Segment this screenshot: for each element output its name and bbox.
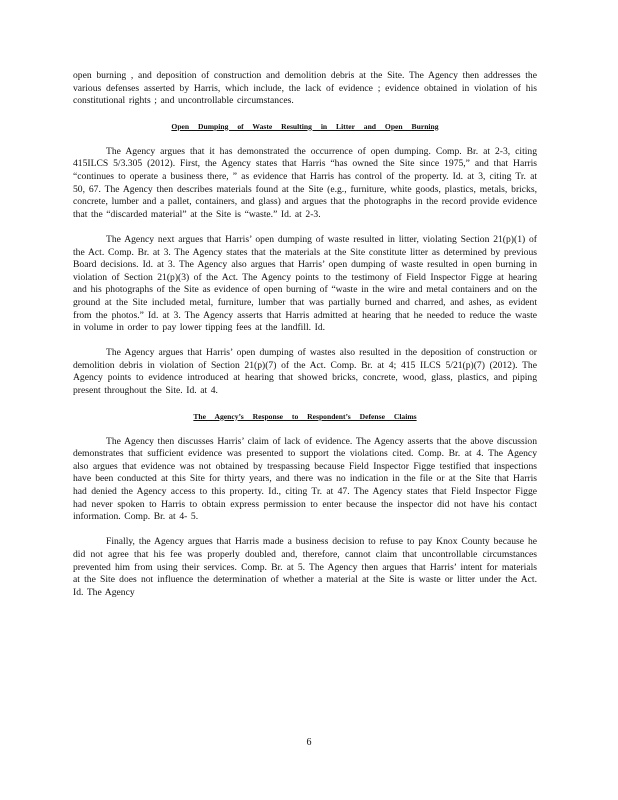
paragraph-intro: open burning , and deposition of construction and demolition debris at the Site. The Agency then addresses the various defenses asserted by Harris, which include, the lack of evidence ; evidence obtained in violation of his constitutional rights ; and uncontrollable circumstances. xyxy=(73,70,537,107)
section-heading-defense-claims xyxy=(73,412,537,422)
paragraph-open-dumping: The Agency argues that it has demonstrated the occurrence of open dumping. Comp. Br. at 2-3, citing 415ILCS 5/3.305 (2012). First, the Agency states that Harris “has owned the Site since 1975,” and that Harris “continues to operate a business there, ” as evidence that Harris has control of the property. Id. at 3, citing Tr. at 50, 67. The Agency then describes materials found at the Site (e.g., furniture, white goods, plastics, metals, bricks, concrete, lumber and a pallet, containers, and glass) and argues that the photographs in the record provide evidence that the “discarded material” at the Site is “waste.” Id. at 2-3. xyxy=(73,145,537,220)
page-body xyxy=(73,70,537,599)
paragraph-construction-debris: The Agency argues that Harris’ open dumping of wastes also resulted in the deposition of construction or demolition debris in violation of Section 21(p)(7) of the Act. Comp. Br. at 4; 415 ILCS 5/21(p)(7) (2012). The Agency points to evidence introduced at hearing that showed bricks, concrete, wood, glass, plastics, and piping present throughout the Site. Id. at 4. xyxy=(73,347,537,397)
section-heading-text: The Agency’s Response to Respondent’s Defense Claims xyxy=(193,411,417,421)
paragraph-uncontrollable-circumstances: Finally, the Agency argues that Harris made a business decision to refuse to pay Knox County because he did not agree that his fee was properly doubled and, therefore, cannot claim that uncontrollable circumstances prevented him from using their services. Comp. Br. at 5. The Agency then argues that Harris’ intent for materials at the Site does not influence the determination of whether a material at the Site is waste or litter under the Act. Id. The Agency xyxy=(73,536,537,598)
paragraph-litter: The Agency next argues that Harris’ open dumping of waste resulted in litter, violating Section 21(p)(1) of the Act. Comp. Br. at 3. The Agency states that the materials at the Site constitute litter as determined by previous Board decisions. Id. at 3. The Agency also argues that Harris’ open dumping of waste resulted in open burning in violation of Section 21(p)(3) of the Act. The Agency points to the testimony of Field Inspector Figge at hearing and his photographs of the Site as evidence of open burning of “waste in the wire and metal containers and on the ground at the Site included metal, furniture, lumber that was partially burned and charred, and ashes, as evident from the photos.” Id. at 3. The Agency asserts that Harris admitted at hearing that he needed to reduce the waste in volume in order to pay lower tipping fees at the landfill. Id. xyxy=(73,233,537,334)
page-number: 6 xyxy=(306,737,312,748)
paragraph-lack-of-evidence: The Agency then discusses Harris’ claim of lack of evidence. The Agency asserts that the above discussion demonstrates that sufficient evidence was presented to support the violations cited. Comp. Br. at 4. The Agency also argues that evidence was not obtained by trespassing because Field Inspector Figge testified that inspections have been conducted at this Site for thirty years, and there was no indication in the file or at the Site that Harris had denied the Agency access to this property. Id., citing Tr. at 47. The Agency states that Field Inspector Figge had never spoken to Harris to obtain express permission to enter because the inspector did not have his contact information. Comp. Br. at 4- 5. xyxy=(73,435,537,523)
section-heading-open-dumping xyxy=(73,122,537,132)
section-heading-text: Open Dumping of Waste Resulting in Litter and Open Burning xyxy=(171,121,439,131)
